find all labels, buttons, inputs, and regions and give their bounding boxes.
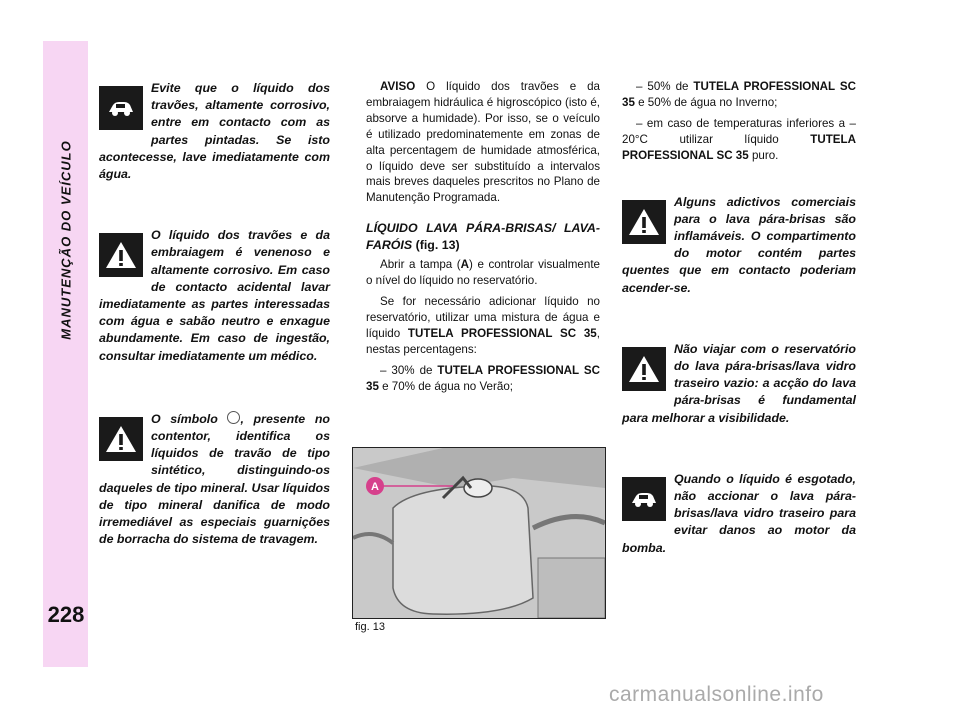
aviso-label: AVISO	[380, 80, 416, 93]
engine-bay-figure	[352, 447, 606, 619]
note-text: O símbolo , presente no contentor, identifica os líquidos de travão de tipo sintético, distinguindo-os daqueles de tipo mineral. Usar líquidos de tipo mineral danifica de modo irremediável as especiais guarnições de borracha do sistema de travagem.	[99, 411, 330, 547]
watermark: carmanualsonline.info	[609, 683, 824, 706]
note-empty-reservoir	[622, 341, 856, 427]
paragraph: – em caso de temperaturas inferiores a – 20°C utilizar líquido TUTELA PROFESSIONAL SC 35 puro.	[622, 116, 856, 162]
note-paint-corrosion	[99, 80, 330, 183]
note-text: Não viajar com o reservatório do lava pára-brisas/lava vidro traseiro vazio: a acção do lava pára-brisas é fundamental para melhorar a visibilidade.	[622, 341, 856, 425]
car-icon	[99, 86, 143, 130]
note-text: Evite que o líquido dos travões, altamente corrosivo, entre em contacto com as partes pintadas. Se isto acontecesse, lave imediatamente com água.	[99, 81, 330, 182]
car-icon	[622, 477, 666, 521]
synthetic-fluid-symbol-icon	[227, 411, 240, 424]
warning-triangle-icon	[622, 200, 666, 244]
column-middle	[366, 79, 600, 395]
warning-triangle-icon	[622, 347, 666, 391]
paragraph: Se for necessário adicionar líquido no reservatório, utilizar uma mistura de água e líquido TUTELA PROFESSIONAL SC 35, nestas percentagens:	[366, 295, 600, 356]
aviso-paragraph: AVISO O líquido dos travões e da embraiagem hidráulica é higroscópico (isto é, absorve a humidade). Por isso, se o veículo é utilizado predominatemente em zonas de alta percentagem de humidade atmosférica, o líquido deve ser substituído a intervalos mais breves daqueles prescritos no Plano de Manutenção Programada.	[366, 80, 600, 205]
column-right	[622, 79, 856, 557]
note-pump-damage	[622, 471, 856, 557]
paragraph: – 50% de TUTELA PROFESSIONAL SC 35 e 50% de água no Inverno;	[622, 80, 856, 109]
note-text: Alguns adictivos comerciais para o lava pára-brisas são inflamáveis. O compartimento do motor contém partes quentes que em contacto poderiam acender-se.	[622, 194, 856, 295]
warning-triangle-icon	[99, 233, 143, 277]
section-title: MANUTENÇÃO DO VEÍCULO	[58, 140, 74, 340]
callout-label: A	[371, 481, 379, 493]
note-poison-warning	[99, 227, 330, 365]
warning-triangle-icon	[99, 417, 143, 461]
paragraph: Abrir a tampa (A) e controlar visualmente o nível do líquido no reservatório.	[366, 258, 600, 288]
section-heading: LÍQUIDO LAVA PÁRA-BRISAS/ LAVA-FARÓIS (fig. 13)	[366, 221, 600, 253]
column-left	[99, 80, 330, 548]
page-number: 228	[47, 602, 85, 627]
note-flammable-additives	[622, 194, 856, 297]
reservoir-illustration	[353, 448, 605, 618]
note-text: Quando o líquido é esgotado, não accionar o lava pára-brisas/lava vidro traseiro para evitar danos ao motor da bomba.	[622, 471, 856, 555]
note-text: O líquido dos travões e da embraiagem é venenoso e altamente corrosivo. Em caso de contacto acidental lavar imediatamente as partes interessadas com água e sabão neutro e enxague abundamente. Em caso de ingestão, consultar imediatamente um médico.	[99, 228, 330, 363]
note-synthetic-symbol	[99, 411, 330, 549]
sidebar-band	[43, 41, 88, 667]
paragraph: – 30% de TUTELA PROFESSIONAL SC 35 e 70% de água no Verão;	[366, 363, 600, 393]
figure-caption: fig. 13	[355, 621, 385, 633]
